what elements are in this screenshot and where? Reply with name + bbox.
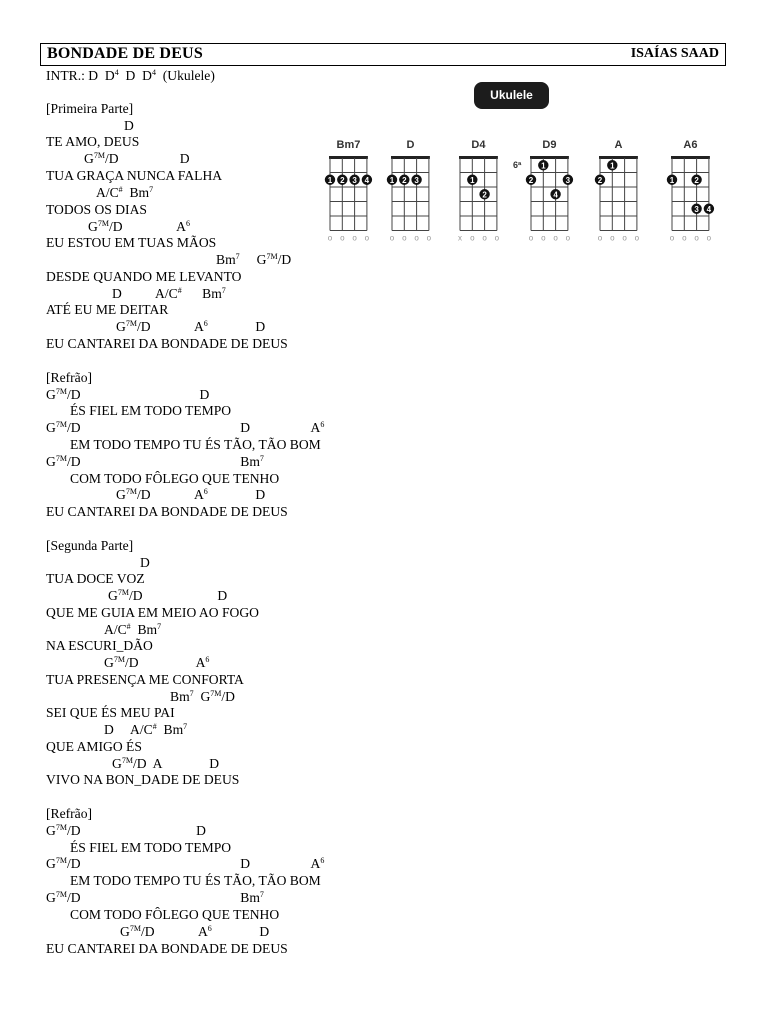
line-text: Bm [170,689,190,704]
chord-line [46,68,215,84]
chord-superscript: 7 [259,890,264,899]
string-mark: o [622,233,627,243]
chord-superscript: # [177,286,182,295]
lyric-line [46,168,222,184]
finger-number: 2 [528,175,534,185]
chord-superscript: 7M [117,588,129,597]
chord-superscript: 7 [157,622,162,631]
line-text: Bm [80,454,260,469]
chord-name: A6 [683,139,698,151]
chord-superscript: 7M [55,420,67,429]
line-text: /D [104,151,119,166]
line-text: G [120,924,130,939]
line-text: D [179,151,190,166]
line-text: INTR.: D D [46,68,115,83]
nut [329,156,368,159]
string-mark: o [597,233,603,243]
line-text: EU CANTAREI DA BONDADE DE DEUS [46,336,288,351]
chord-superscript: 6 [203,487,208,496]
chord-superscript: 7M [55,454,67,463]
line-text: COM TODO FÔLEGO QUE TENHO [70,907,280,922]
chord-superscript: 4 [114,68,119,77]
line-text: D [80,823,206,838]
line-text: /D [108,219,123,234]
line-text: /D [136,319,151,334]
line-text: D [142,588,228,603]
lyric-line [70,907,279,923]
line-text: G [88,219,98,234]
chord-superscript: 6 [203,319,208,328]
chord-line [46,420,324,436]
line-text: EU CANTAREI DA BONDADE DE DEUS [46,941,288,956]
string-mark: o [494,233,500,243]
chord-superscript: 7M [129,924,141,933]
line-text: /D [66,387,81,402]
chord-superscript: 7M [210,689,222,698]
finger-number: 4 [553,190,558,200]
string-mark: o [634,233,640,243]
line-text: G [46,454,56,469]
chord-superscript: # [152,722,157,731]
chord-line [140,555,150,571]
chord-line [96,185,153,201]
lyric-line [46,336,288,352]
chord-line [116,487,265,503]
line-text: EU ESTOU EM TUAS MÃOS [46,235,217,250]
chord-superscript: 6 [186,219,190,228]
line-text: A [176,219,186,234]
lyric-line [46,235,216,251]
line-text: D [112,286,122,301]
line-text: ATÉ EU ME DEITAR [46,302,169,317]
string-mark: o [706,233,712,243]
chord-superscript: # [118,185,123,194]
finger-number: 4 [364,175,370,185]
nut [391,156,430,159]
finger-number: 3 [414,175,419,185]
line-text: /D [221,689,235,704]
lyric-line [46,202,147,218]
lyric-line [46,504,288,520]
string-mark: o [364,233,370,243]
finger-number: 1 [470,175,475,185]
string-mark: o [528,233,534,243]
line-text: COM TODO FÔLEGO QUE TENHO [70,471,280,486]
line-text: [Segunda Parte] [46,538,134,553]
finger-number: 3 [694,204,699,214]
string-mark: o [553,233,558,243]
string-mark: o [694,233,699,243]
string-mark: o [541,233,546,243]
chord-diagrams [320,130,720,260]
chord-superscript: 7M [121,756,133,765]
lyric-line [46,705,175,721]
lyric-line [70,403,231,419]
line-text: [Primeira Parte] [46,101,134,116]
chord-superscript: 6 [320,856,325,865]
string-mark: o [682,233,687,243]
chord-diagram [325,139,372,243]
chord-superscript: 6 [205,655,210,664]
line-text: TUA PRESENÇA ME CONFORTA [46,672,244,687]
line-text: G [108,588,118,603]
lyric-line [46,370,92,386]
line-text: A [150,319,204,334]
chord-line [84,151,190,167]
line-text: G [116,487,126,502]
fret-label: 6ª [513,160,522,170]
chord-name: D4 [471,139,486,151]
finger-number: 1 [389,175,395,185]
chord-diagram [595,139,640,243]
line-text: G [104,655,114,670]
line-text: D [80,387,210,402]
chord-line [46,856,324,872]
line-text: EU CANTAREI DA BONDADE DE DEUS [46,504,288,519]
line-text: EM TODO TEMPO TU ÉS TÃO, TÃO BOM [70,437,321,452]
string-mark: o [482,233,487,243]
line-text: G [46,823,56,838]
line-text: A [138,655,206,670]
finger-number: 1 [669,175,675,185]
chord-line [104,722,187,738]
string-mark: o [389,233,395,243]
chord-superscript: 7M [55,856,67,865]
chord-line [120,924,269,940]
line-text: Bm [80,890,260,905]
line-text: (Ukulele) [155,68,215,83]
lyric-line [46,605,259,621]
chord-superscript: 7 [183,722,188,731]
string-mark: o [414,233,419,243]
line-text: DESDE QUANDO ME LEVANTO [46,269,242,284]
chord-superscript: 7M [266,252,278,261]
chord-line [170,689,235,705]
lyric-line [46,101,133,117]
string-mark: o [669,233,675,243]
string-mark: o [610,233,615,243]
lyric-line [46,941,288,957]
line-text: D [80,856,251,871]
nut [530,156,569,159]
chord-superscript: 7M [93,151,105,160]
line-text: /D [136,487,151,502]
ukulele-button[interactable]: Ukulele [474,82,549,109]
line-text: ÉS FIEL EM TODO TEMPO [70,403,232,418]
song-header [40,43,726,66]
chord-superscript: 7M [125,487,137,496]
line-text [119,151,180,166]
lyric-line [46,739,142,755]
line-text: G [193,689,211,704]
chord-superscript: # [126,622,131,631]
chord-diagram [667,139,714,243]
line-text: G [46,856,56,871]
line-text: /D [66,856,81,871]
chord-superscript: 7M [55,387,67,396]
line-text: Bm [156,722,184,737]
lyric-line [46,772,239,788]
line-text: G [46,890,56,905]
line-text: G [46,387,56,402]
line-text: TUA DOCE VOZ [46,571,145,586]
line-text: G [46,420,56,435]
finger-number: 2 [597,175,603,185]
chord-superscript: 6 [320,420,325,429]
chord-line [88,219,190,235]
chord-superscript: 7 [221,286,226,295]
string-mark: o [327,233,333,243]
lyric-line [70,840,231,856]
chord-line [46,454,264,470]
lyric-line [46,638,153,654]
line-text: SEI QUE ÉS MEU PAI [46,705,175,720]
lyric-line [46,571,145,587]
chord-superscript: 7M [55,823,67,832]
lyric-line [70,471,279,487]
line-text: /D [277,252,292,267]
line-text: D [124,118,134,133]
chord-diagram [513,139,573,243]
string-mark: o [470,233,475,243]
chord-name: D [406,139,415,151]
finger-number: 1 [610,161,615,171]
line-text: [Refrão] [46,806,93,821]
chord-name: Bm7 [336,139,361,151]
line-text: ÉS FIEL EM TODO TEMPO [70,840,232,855]
line-text: A/C [96,185,119,200]
lyric-line [46,269,241,285]
chord-line [46,890,264,906]
chord-line [104,622,161,638]
line-text: A [150,487,204,502]
line-text: /D A [132,756,162,771]
chord-superscript: 7 [149,185,154,194]
string-mark: o [426,233,432,243]
chord-superscript: 7 [235,252,240,261]
chord-line [124,118,134,134]
chord-superscript: 7 [189,689,194,698]
lyric-line [46,672,244,688]
lyric-line [46,302,168,318]
chord-line [116,319,265,335]
chord-line [108,588,227,604]
nut [459,156,498,159]
line-text: /D [128,588,143,603]
string-mark: o [565,233,571,243]
lyric-line [70,873,321,889]
finger-number: 4 [706,204,712,214]
line-text: A [154,924,208,939]
line-text: G [112,756,122,771]
chord-diagram [387,139,432,243]
chord-line [46,387,209,403]
line-text: TODOS OS DIAS [46,202,147,217]
finger-number: 2 [402,175,407,185]
chord-line [112,286,226,302]
chord-line [112,756,219,772]
chord-line [46,823,206,839]
line-text: D D [118,68,152,83]
chord-superscript: 7 [259,454,264,463]
finger-number: 3 [565,175,571,185]
artist-name: ISAÍAS SAAD [630,46,719,61]
line-text: TE AMO, DEUS [46,134,140,149]
song-title: BONDADE DE DEUS [47,45,203,62]
line-text: D [211,924,270,939]
line-text: /D [66,823,81,838]
chord-line [104,655,209,671]
line-text: EM TODO TEMPO TU ÉS TÃO, TÃO BOM [70,873,321,888]
lyric-line [70,437,321,453]
line-text: G [116,319,126,334]
line-text: VIVO NA BON_DADE DE DEUS [46,772,240,787]
lyric-line [46,538,133,554]
line-text: D [80,420,251,435]
chord-line [216,252,291,268]
lyric-line [46,134,139,150]
line-text: [Refrão] [46,370,93,385]
chord-superscript: 6 [207,924,212,933]
lyric-line [46,806,92,822]
string-mark: o [340,233,345,243]
line-text: A/C [121,286,178,301]
string-mark: o [402,233,407,243]
chord-superscript: 7M [125,319,137,328]
line-text: /D [66,420,81,435]
line-text [123,219,177,234]
line-text: G [239,252,267,267]
finger-number: 2 [482,190,487,200]
line-text: Bm [181,286,222,301]
chord-name: A [614,139,623,151]
line-text: A [250,856,321,871]
string-mark: o [352,233,357,243]
chord-superscript: 4 [151,68,156,77]
line-text: QUE ME GUIA EM MEIO AO FOGO [46,605,259,620]
finger-number: 3 [352,175,357,185]
nut [671,156,710,159]
chord-superscript: 7M [55,890,67,899]
line-text: /D [124,655,139,670]
line-text: D [161,756,220,771]
chord-superscript: 7M [113,655,125,664]
string-mark: x [458,233,462,243]
line-text: QUE AMIGO ÉS [46,739,142,754]
line-text: A [250,420,321,435]
line-text: NA ESCURI_DÃO [46,638,153,653]
line-text: D [207,319,266,334]
nut [599,156,638,159]
chord-superscript: 7M [97,219,109,228]
finger-number: 1 [327,175,333,185]
line-text: /D [140,924,155,939]
line-text: /D [66,890,81,905]
finger-number: 2 [694,175,699,185]
line-text: Bm [122,185,150,200]
line-text: TUA GRAÇA NUNCA FALHA [46,168,223,183]
line-text: D [207,487,266,502]
chord-diagram [458,139,500,243]
line-text: G [84,151,94,166]
line-text: D A/C [104,722,153,737]
line-text: Bm [216,252,236,267]
chord-name: D9 [542,139,557,151]
line-text: Bm [130,622,158,637]
finger-number: 2 [340,175,345,185]
line-text: D [140,555,150,570]
line-text: A/C [104,622,127,637]
finger-number: 1 [541,161,546,171]
line-text: /D [66,454,81,469]
